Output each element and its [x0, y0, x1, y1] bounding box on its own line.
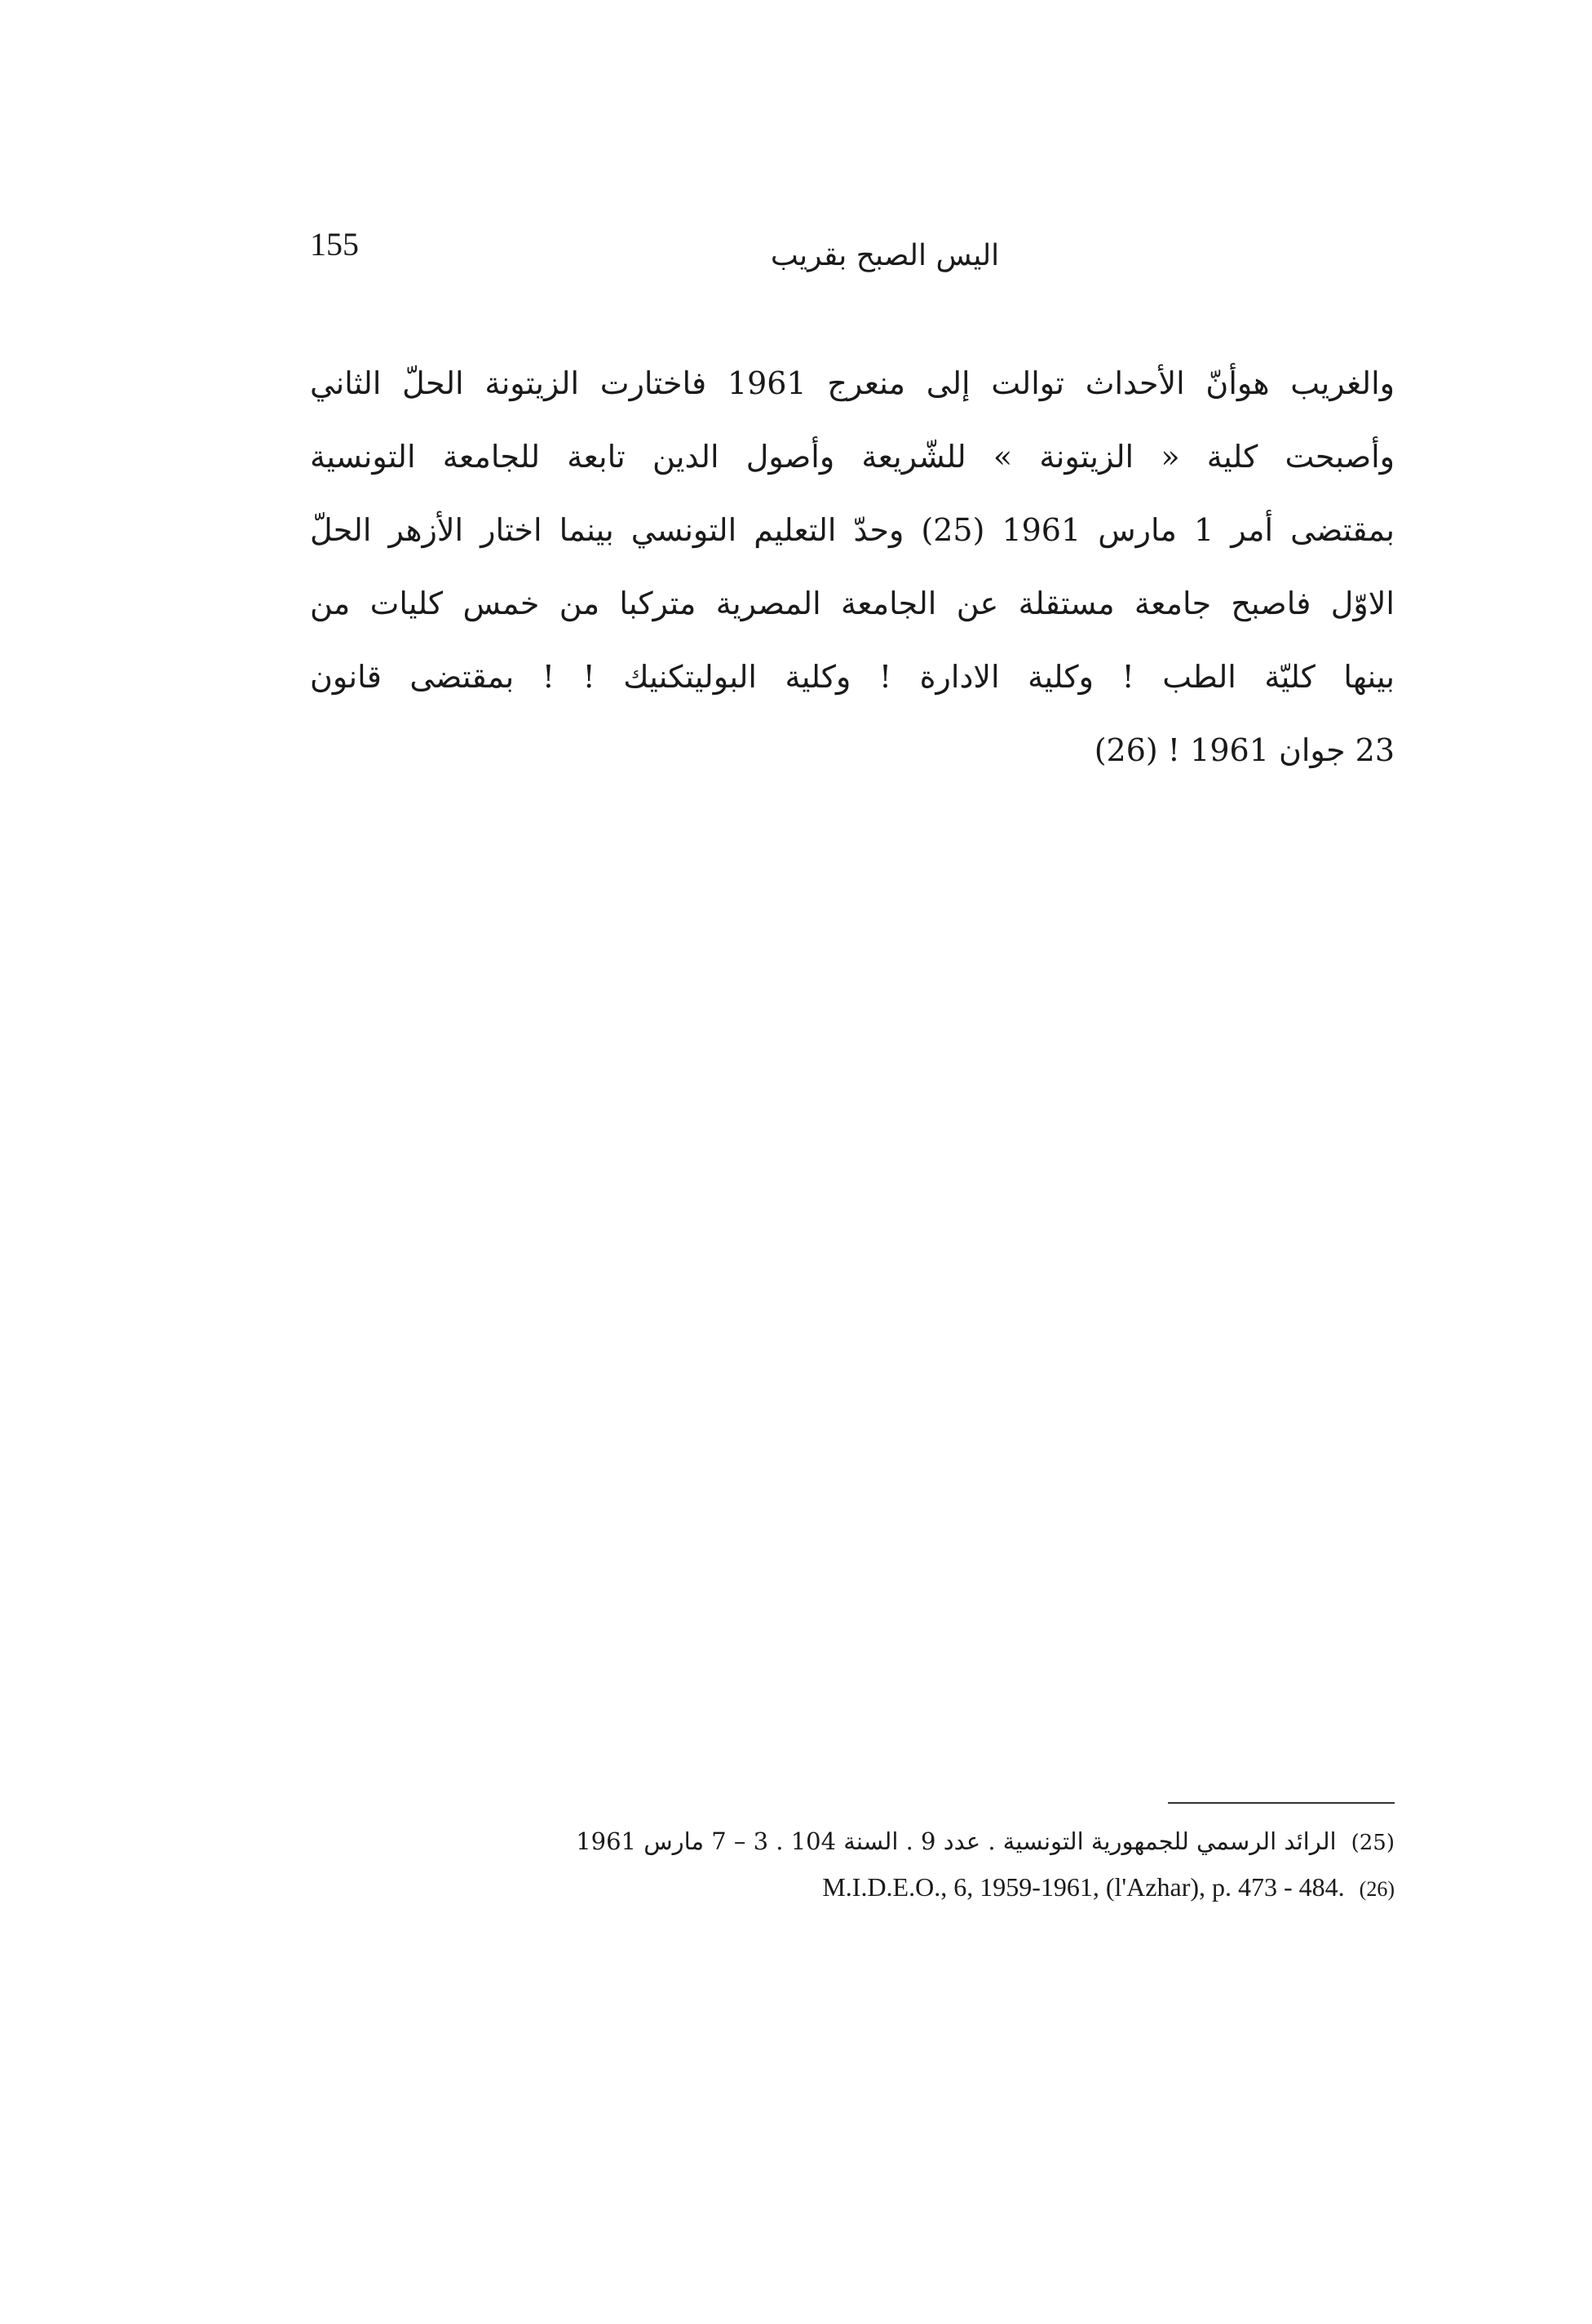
- body-line: 23 جوان 1961 ! (26): [1094, 732, 1395, 768]
- body-line: وأصبحت كلية « الزيتونة » للشّريعة وأصول الدين تابعة للجامعة التونسية: [310, 439, 1395, 475]
- body-line: والغريب هوأنّ الأحداث توالت إلى منعرج 1961 فاختارت الزيتونة الحلّ الثاني: [310, 365, 1395, 401]
- running-title: اليس الصبح بقريب: [770, 239, 1000, 272]
- footnote-25: [408, 1818, 1395, 1864]
- body-line: بمقتضى أمر 1 مارس 1961 (25) وحدّ التعليم التونسي بينما اختار الأزهر الحلّ: [310, 512, 1395, 548]
- footnote-26: [408, 1864, 1395, 1910]
- footnote-mark: (26): [1359, 1877, 1395, 1901]
- body-paragraph: [310, 347, 1395, 787]
- footnote-text: M.I.D.E.O., 6, 1959-1961, (l'Azhar), p. 473 - 484.: [822, 1872, 1345, 1902]
- footnote-separator: [1168, 1802, 1395, 1804]
- footnote-mark: (25): [1351, 1831, 1395, 1855]
- page-number: 155: [310, 226, 359, 263]
- page-header: [310, 220, 1395, 277]
- footnotes: [408, 1818, 1395, 1910]
- body-line: بينها كليّة الطب ! وكلية الادارة ! وكلية البوليتكنيك ! ! بمقتضى قانون: [310, 659, 1395, 695]
- footnote-text: الرائد الرسمي للجمهورية التونسية . عدد 9 . السنة 104 . 3 – 7 مارس 1961: [576, 1827, 1337, 1855]
- body-line: الاوّل فاصبح جامعة مستقلة عن الجامعة المصرية متركبا من خمس كليات من: [310, 585, 1395, 621]
